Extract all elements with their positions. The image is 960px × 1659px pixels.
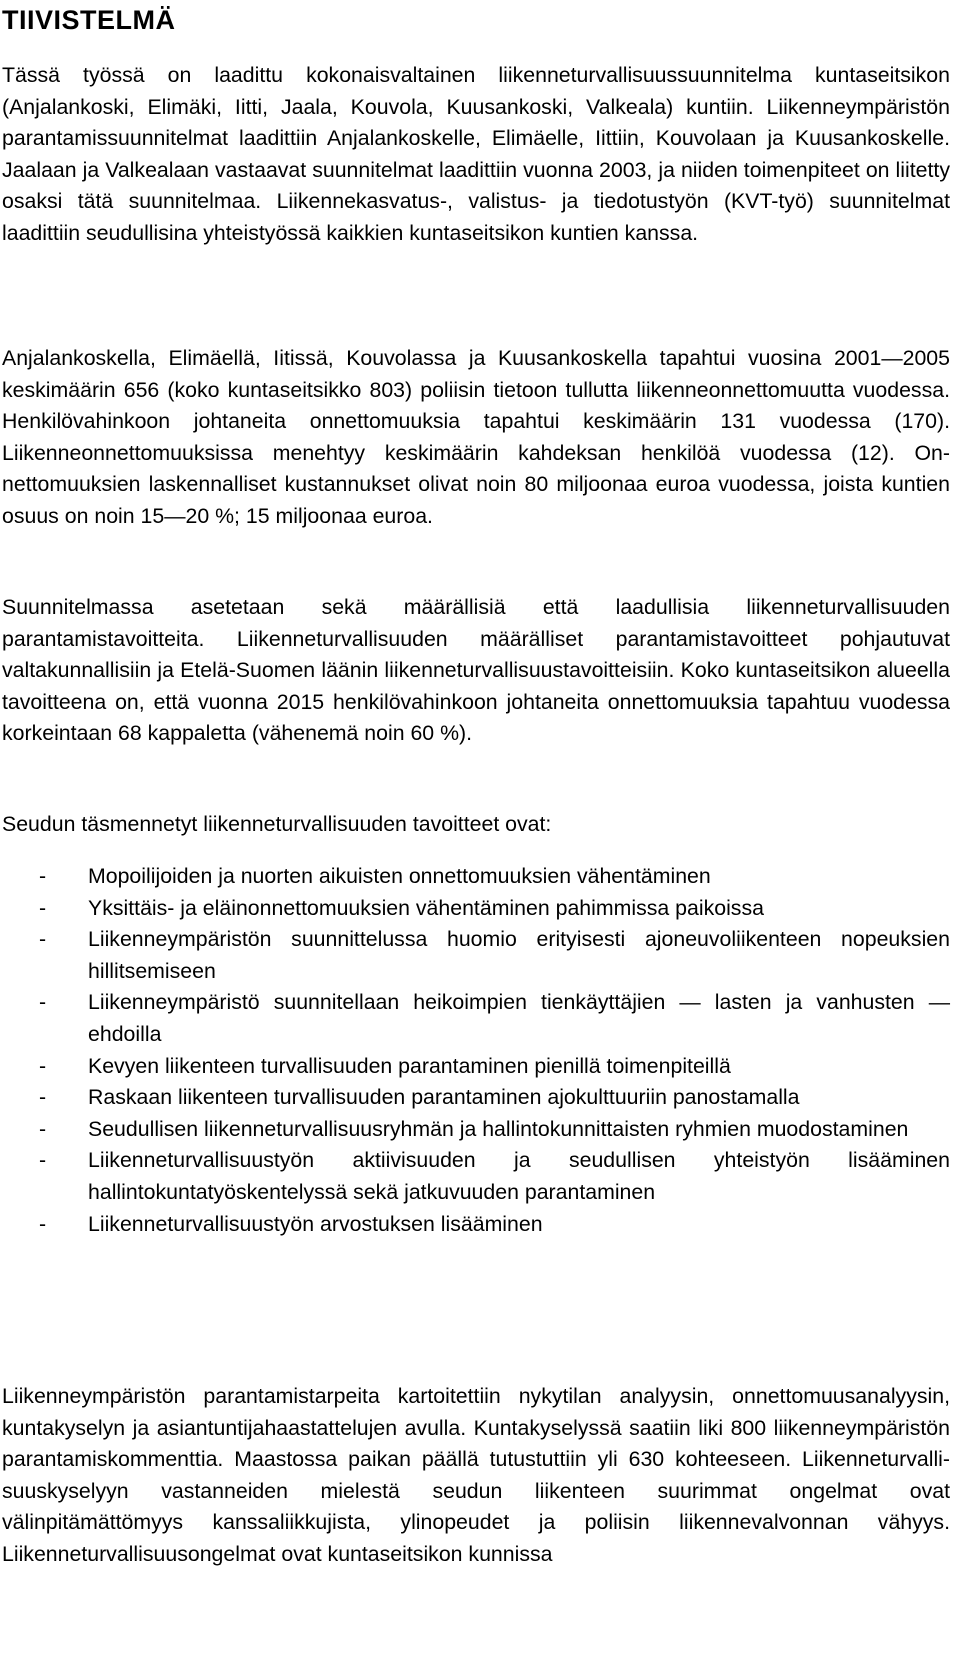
list-item <box>2 987 950 1050</box>
list-item <box>2 1209 950 1241</box>
list-item-text: Liikenneympäristö suunnitellaan heikoimpien tienkäyttäjien — lasten ja vanhusten — ehdoilla <box>88 990 950 1046</box>
bullet-dash: - <box>39 1148 47 1173</box>
goals-list <box>2 861 950 1240</box>
paragraph-goals-intro: Seudun täsmennetyt liikenneturvallisuuden tavoitteet ovat: <box>2 812 552 836</box>
bullet-dash: - <box>39 990 47 1015</box>
list-item <box>2 1082 950 1114</box>
bullet-dash: - <box>39 864 47 888</box>
paragraph-accident-statistics: Anjalankoskella, Elimäellä, Iitissä, Kouvolassa ja Kuusankoskella tapahtui vuosina 2001—2005 keskimäärin 656 (koko kuntaseitsikko 803) poliisin tietoon tullutta liikenneonnettomuutta vuodessa. Henkilövahinkoon johtaneita onnettomuuksia tapahtui keskimäärin 131 vuodessa (170). Liikenneonnettomuuksissa menehtyy keskimäärin kahdeksan henkilöä vuodessa (12). Onnettomuuksien laskennalliset kustannukset olivat noin 80 miljoonaa euroa vuodessa, joista kuntien osuus on noin 15—20 %; 15 miljoonaa euroa. <box>2 346 950 528</box>
bullet-dash: - <box>39 1116 47 1141</box>
list-item-text: Seudullisen liikenneturvallisuusryhmän ja hallintokunnittaisten ryhmien muodostaminen <box>88 1116 909 1141</box>
paragraph-improvement-needs: Liikenneympäristön parantamistarpeita kartoitettiin nykytilan analyysin, onnettomuusanalyysin, kuntakyselyn ja asiantuntijahaastattelujen avulla. Kuntakyselyssä saatiin liki 800 liikenneympäristön parantamiskommenttia. Maastossa paikan päällä tutustuttiin yli 630 kohteeseen. Liikenneturvallisuuskyselyyn vastanneiden mielestä seudun liikenteen suurimmat ongelmat ovat välinpitämättömyys kanssaliikkujista, ylinopeudet ja poliisin liikennevalvonnan vähyys. Liikenneturvallisuusongelmat ovat kuntaseitsikon kunnissa <box>2 1384 950 1566</box>
list-item-text: Mopoilijoiden ja nuorten aikuisten onnettomuuksien vähentäminen <box>88 864 711 888</box>
list-item <box>2 1145 950 1208</box>
list-item-text: Liikenneympäristön suunnittelussa huomio erityisesti ajoneuvoliikenteen nopeuksien hillitsemiseen <box>88 927 950 983</box>
list-item <box>2 924 950 987</box>
list-item <box>2 1114 950 1146</box>
list-item-text: Liikenneturvallisuustyön aktiivisuuden ja seudullisen yhteistyön lisääminen hallintokuntatyöskentelyssä sekä jatkuvuuden parantaminen <box>88 1148 950 1204</box>
bullet-dash: - <box>39 1211 47 1236</box>
paragraph-safety-targets: Suunnitelmassa asetetaan sekä määrällisiä että laadullisia liikenneturvallisuuden parantamistavoitteita. Liikenneturvallisuuden määrälliset parantamistavoitteet pohjautuvat valtakunnallisiin ja Etelä-Suomen läänin liikenneturvallisuustavoitteisiin. Koko kuntaseitsikon alueella tavoitteena on, että vuonna 2015 henkilövahinkoon johtaneita onnettomuuksia tapahtuu vuodessa korkeintaan 68 kappaletta (vähenemä noin 60 %). <box>2 595 950 746</box>
page-title: TIIVISTELMÄ <box>2 5 176 35</box>
bullet-dash: - <box>39 1053 47 1078</box>
list-item-text: Liikenneturvallisuustyön arvostuksen lisääminen <box>88 1211 543 1236</box>
list-item-text: Kevyen liikenteen turvallisuuden parantaminen pienillä toimenpiteillä <box>88 1053 731 1078</box>
bullet-dash: - <box>39 895 47 920</box>
paragraph-intro: Tässä työssä on laadittu kokonaisvaltainen liikenneturvallisuussuunnitelma kuntaseitsikon (Anjalankoski, Elimäki, Iitti, Jaala, Kouvola, Kuusankoski, Valkeala) kuntiin. Liikenneympäristön parantamissuunnitelmat laadittiin Anjalankoskelle, Elimäelle, Iittiin, Kouvolaan ja Kuusankoskelle. Jaalaan ja Valkealaan vastaavat suunnitelmat laadittiin vuonna 2003, ja niiden toimenpiteet on liitetty osaksi tätä suunnitelmaa. Liikennekasvatus-, valistus- ja tiedotustyön (KVT-työ) suunnitelmat laadittiin seudullisina yhteistyössä kaikkien kuntaseitsikon kuntien kanssa. <box>2 63 950 245</box>
bullet-dash: - <box>39 927 47 952</box>
list-item <box>2 893 950 925</box>
bullet-dash: - <box>39 1085 47 1110</box>
list-item-text: Raskaan liikenteen turvallisuuden parantaminen ajokulttuuriin panostamalla <box>88 1085 800 1110</box>
list-item-text: Yksittäis- ja eläinonnettomuuksien vähentäminen pahimmissa paikoissa <box>88 895 764 920</box>
list-item <box>2 1051 950 1083</box>
list-item <box>2 861 950 893</box>
